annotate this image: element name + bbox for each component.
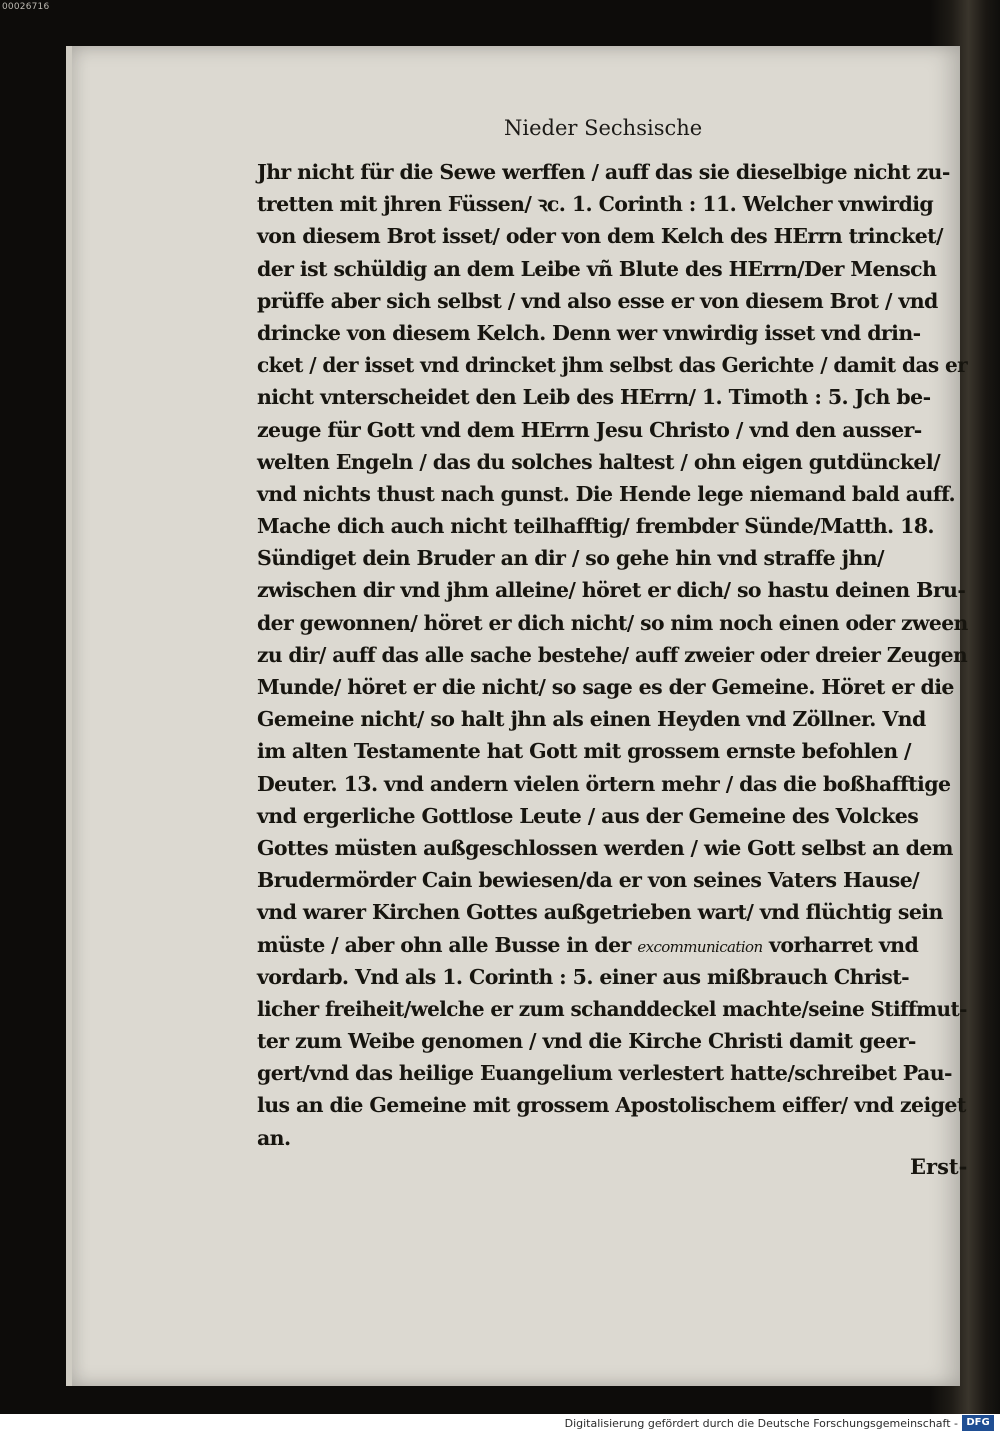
text-line: der ist schüldig an dem Leibe vñ Blute des HErrn/Der Mensch — [257, 256, 937, 281]
text-line: der gewonnen/ höret er dich nicht/ so nim noch einen oder zween — [257, 610, 968, 635]
text-line: an. — [257, 1125, 291, 1150]
text-line: welten Engeln / das du solches haltest / ohn eigen gutdünckel/ — [257, 449, 940, 474]
text-line: vnd warer Kirchen Gottes außgetrieben wart/ vnd flüchtig sein — [257, 900, 943, 925]
text-line: Gottes müsten außgeschlossen werden / wie Gott selbst an dem — [257, 835, 953, 860]
dfg-logo-icon: DFG — [962, 1415, 994, 1431]
text-line: Jhr nicht für die Sewe werffen / auff das sie dieselbige nicht zu- — [257, 160, 950, 184]
text-line: Brudermörder Cain bewiesen/da er von seines Vaters Hause/ — [257, 868, 920, 893]
text-line: Gemeine nicht/ so halt jhn als einen Heyden vnd Zöllner. Vnd — [257, 707, 926, 732]
text-line: licher freiheit/welche er zum schanddeckel machte/seine Stiffmut- — [257, 996, 967, 1021]
funding-credit: Digitalisierung gefördert durch die Deutsche Forschungsgemeinschaft - — [564, 1417, 958, 1430]
text-line: Munde/ höret er die nicht/ so sage es der Gemeine. Höret er die — [257, 675, 954, 699]
text-line-with-latin — [257, 929, 967, 961]
catchword: Erst- — [910, 1154, 968, 1179]
text-line: vnd ergerliche Gottlose Leute / aus der Gemeine des Volckes — [257, 803, 919, 828]
text-line: prüffe aber sich selbst / vnd also esse er von diesem Brot / vnd — [257, 288, 938, 313]
text-line: ter zum Weibe genomen / vnd die Kirche Christi damit geer- — [257, 1029, 916, 1054]
text-line: vordarb. Vnd als 1. Corinth : 5. einer aus mißbrauch Christ- — [257, 964, 910, 989]
text-line: lus an die Gemeine mit grossem Apostolischem eiffer/ vnd zeiget — [257, 1093, 966, 1118]
running-head: Nieder Sechsische — [504, 116, 703, 140]
text-line: drincke von diesem Kelch. Denn wer vnwirdig isset vnd drin- — [257, 320, 921, 345]
text-line: vnd nichts thust nach gunst. Die Hende lege niemand bald auff. — [257, 481, 955, 506]
text-line: cket / der isset vnd drincket jhm selbst das Gerichte / damit das er — [257, 353, 968, 378]
text-line: Mache dich auch nicht teilhafftig/ frembder Sünde/Matth. 18. — [257, 514, 934, 539]
scan-id-label: 00026716 — [2, 2, 50, 12]
text-line: zeuge für Gott vnd dem HErrn Jesu Christo / vnd den ausser- — [257, 417, 922, 442]
line-segment: vorharret vnd — [762, 932, 919, 957]
text-line: tretten mit jhren Füssen/ ꝛc. 1. Corinth : 11. Welcher vnwirdig — [257, 192, 934, 217]
line-segment: müste / aber ohn alle Busse in der — [257, 932, 638, 957]
text-line: im alten Testamente hat Gott mit grossem ernste befohlen / — [257, 739, 911, 764]
text-line: Sündiget dein Bruder an dir / so gehe hin vnd straffe jhn/ — [257, 546, 884, 571]
text-line: zwischen dir vnd jhm alleine/ höret er dich/ so hastu deinen Bru- — [257, 578, 966, 603]
latin-term: excommunication — [637, 937, 763, 956]
text-line: nicht vnterscheidet den Leib des HErrn/ 1. Timoth : 5. Jch be- — [257, 385, 931, 410]
text-line: von diesem Brot isset/ oder von dem Kelch des HErrn trincket/ — [257, 224, 943, 249]
text-line: zu dir/ auff das alle sache bestehe/ auff zweier oder dreier Zeugen — [257, 642, 968, 667]
text-line: Deuter. 13. vnd andern vielen örtern mehr / das die boßhafftige — [257, 771, 951, 796]
body-text — [257, 156, 967, 1154]
text-line: gert/vnd das heilige Euangelium verlestert hatte/schreibet Pau- — [257, 1061, 952, 1086]
